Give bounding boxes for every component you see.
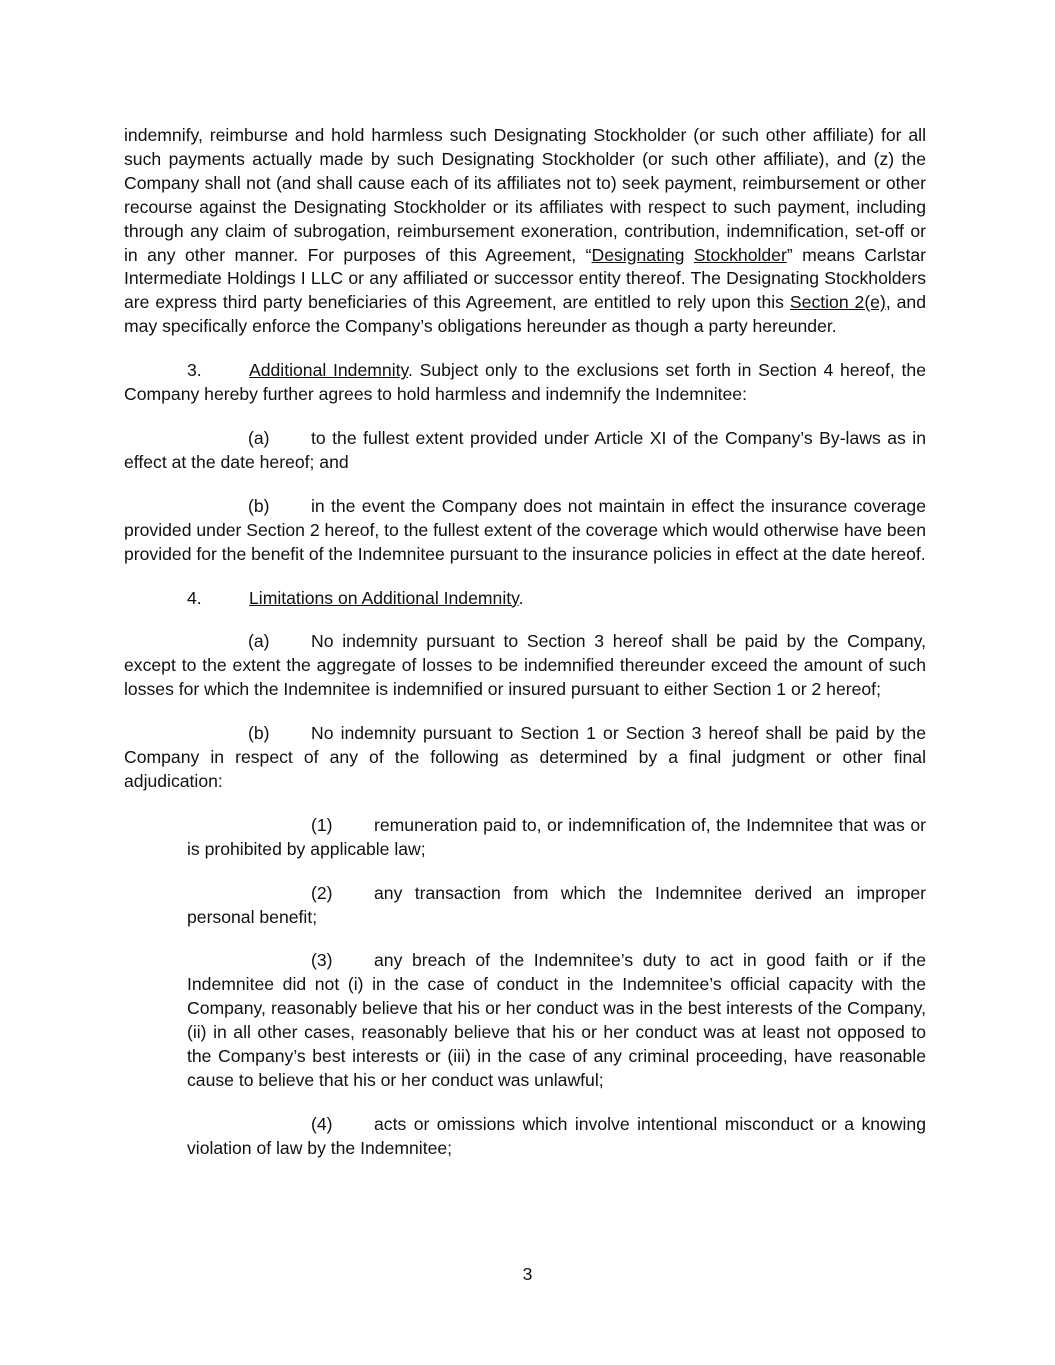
list-item (187, 814, 926, 862)
item-1-text: remuneration paid to, or indemnification of, the Indemnitee that was or is prohibited by applicable law; (187, 814, 926, 859)
defined-term-stockholder: Stockholder (693, 244, 787, 265)
continued-text-2: ” means Carlstar Intermediate Holdings I LLC or any affiliated or successor entity thereof. The Designating Stockholders are express third party beneficiaries of this Agreement, are entitled to rely upon this (124, 244, 926, 313)
item-1-label: (1) (311, 814, 333, 835)
list-item (187, 949, 926, 1092)
section-3a-text: to the fullest extent provided under Article XI of the Company’s By-laws as in effect at the date hereof; and (124, 427, 926, 472)
defined-term-designating: Designating (591, 244, 685, 265)
section-4a-text: No indemnity pursuant to Section 3 hereof shall be paid by the Company, except to the extent the aggregate of losses to be indemnified thereunder exceed the amount of such losses for which the Indemnitee is indemnified or insured pursuant to either Section 1 or 2 hereof; (124, 631, 926, 700)
section-3-text: . Subject only to the exclusions set forth in Section 4 hereof, the Company hereby further agrees to hold harmless and indemnify the Indemnitee: (124, 360, 926, 405)
section-3-heading: Additional Indemnity (249, 360, 408, 381)
item-2-label: (2) (311, 882, 333, 903)
section-3-paragraph (124, 359, 926, 407)
item-3-label: (3) (311, 950, 333, 971)
list-item (187, 882, 926, 930)
section-3b-text: in the event the Company does not maintain in effect the insurance coverage provided under Section 2 hereof, to the fullest extent of the coverage which would otherwise have been provided for the benefit of the Indemnitee pursuant to the insurance policies in effect at the date hereof. (124, 495, 927, 564)
page-number: 3 (522, 1264, 533, 1284)
item-4-label: (4) (311, 1113, 333, 1134)
section-4a-label: (a) (248, 631, 270, 652)
list-item (187, 1113, 926, 1161)
item-4-text: acts or omissions which involve intentional misconduct or a knowing violation of law by the Indemnitee; (187, 1113, 926, 1158)
section-3b-label: (b) (248, 495, 270, 516)
item-3-text: any breach of the Indemnitee’s duty to act in good faith or if the Indemnitee did not (i) in the case of conduct in the Indemnitee’s official capacity with the Company, reasonably believe that his or her conduct was in the best interests of the Company, (ii) in all other cases, reasonably believe that his or her conduct was at least not opposed to the Company’s best interests or (iii) in the case of any criminal proceeding, have reasonable cause to believe that his or her conduct was unlawful; (187, 950, 926, 1090)
continued-text-1: indemnify, reimburse and hold harmless such Designating Stockholder (or such other affiliate) for all such payments actually made by such Designating Stockholder (or such other affiliate), and (z) the Company shall not (and shall cause each of its affiliates not to) seek payment, reimbursement or other recourse against the Designating Stockholder or its affiliates with respect to such payment, including through any claim of subrogation, reimbursement exoneration, contribution, indemnification, set-off or in any other manner. For purposes of this Agreement, “ (124, 125, 926, 265)
section-4b-label: (b) (248, 723, 270, 744)
item-2-text: any transaction from which the Indemnitee derived an improper personal benefit; (187, 882, 926, 927)
section-4-heading-paragraph (124, 587, 926, 611)
section-3b-paragraph (124, 495, 926, 567)
continued-paragraph (124, 124, 926, 339)
section-4b-text: No indemnity pursuant to Section 1 or Section 3 hereof shall be paid by the Company in respect of any of the following as determined by a final judgment or other final adjudication: (124, 723, 926, 791)
section-4-heading: Limitations on Additional Indemnity (249, 587, 519, 608)
section-3a-paragraph (124, 427, 926, 475)
document-page (124, 124, 926, 1181)
section-4-number: 4. (187, 587, 202, 608)
section-3a-label: (a) (248, 427, 270, 448)
section-4a-paragraph (124, 630, 926, 702)
section-4-heading-end: . (518, 587, 524, 608)
continued-text-3: , and may specifically enforce the Company’s obligations hereunder as though a party hereunder. (124, 292, 927, 337)
section-reference: Section 2(e) (789, 292, 886, 313)
section-4b-paragraph (124, 722, 926, 794)
section-3-number: 3. (187, 360, 202, 381)
